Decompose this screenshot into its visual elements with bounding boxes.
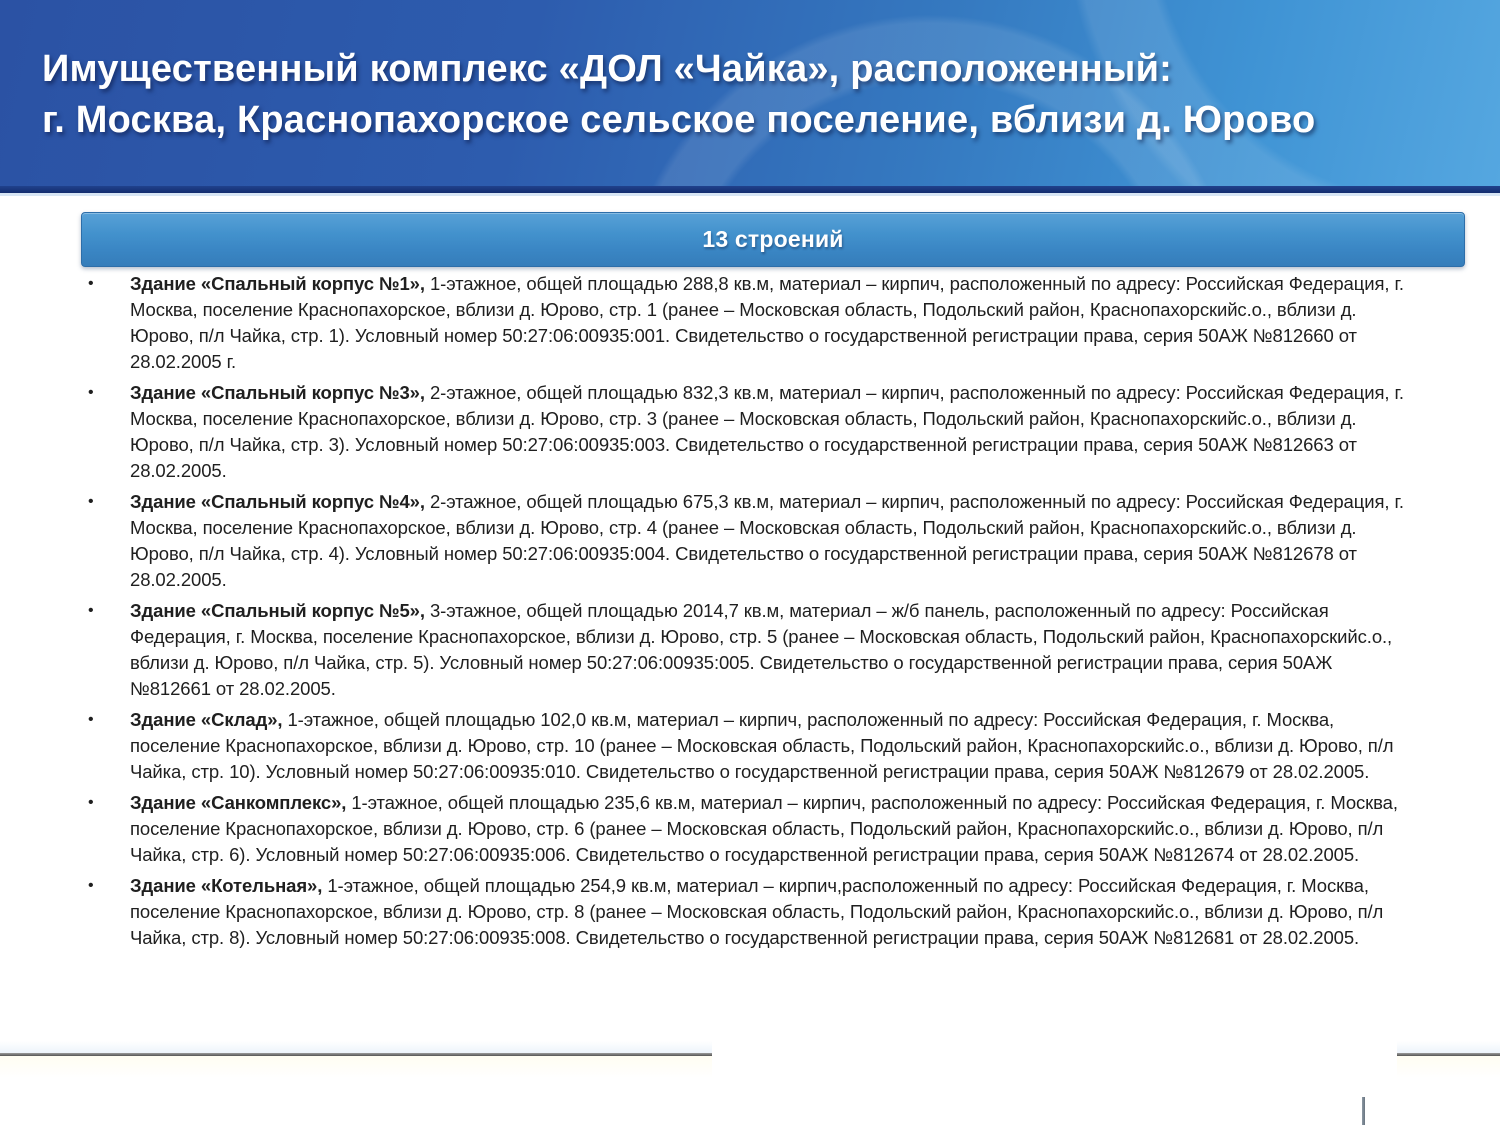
bullet-icon: • — [88, 384, 94, 401]
list-item — [60, 489, 1416, 593]
buildings-list — [60, 271, 1416, 956]
building-entry — [130, 273, 1404, 372]
bullet-icon: • — [88, 493, 94, 510]
building-entry — [130, 600, 1392, 699]
building-entry — [130, 792, 1398, 865]
building-name: Здание «Котельная», — [130, 875, 323, 896]
list-item — [60, 271, 1416, 375]
list-item — [60, 707, 1416, 785]
building-name: Здание «Спальный корпус №5», — [130, 600, 425, 621]
slide-header — [0, 0, 1500, 186]
building-details: 1-этажное, общей площадью 254,9 кв.м, материал – кирпич,расположенный по адресу: Российская Федерация, г. Москва, поселение Краснопахорское, вблизи д. Юрово, стр. 8 (ранее – Московская область, Подольский район, Краснопахорскийс.о., вблизи д. Юрово, п/л Чайка, стр. 8). Условный номер 50:27:06:00935:008. Свидетельство о государственной регистрации права, серия 50АЖ №812681 от 28.02.2005. — [130, 875, 1384, 948]
footer-overlay — [712, 1036, 1397, 1125]
list-item — [60, 598, 1416, 702]
list-item — [60, 873, 1416, 951]
bullet-icon: • — [88, 275, 94, 292]
buildings-count-label: 13 строений — [702, 226, 844, 252]
list-item — [60, 790, 1416, 868]
building-details: 1-этажное, общей площадью 288,8 кв.м, материал – кирпич, расположенный по адресу: Российская Федерация, г. Москва, поселение Краснопахорское, вблизи д. Юрово, стр. 1 (ранее – Московская область, Подольский район, Краснопахорскийс.о., вблизи д. Юрово, п/л Чайка, стр. 1). Условный номер 50:27:06:00935:001. Свидетельство о государственной регистрации права, серия 50АЖ №812660 от 28.02.2005 г. — [130, 273, 1404, 372]
building-entry — [130, 382, 1404, 481]
building-details: 2-этажное, общей площадью 675,3 кв.м, материал – кирпич, расположенный по адресу: Российская Федерация, г. Москва, поселение Краснопахорское, вблизи д. Юрово, стр. 4 (ранее – Московская область, Подольский район, Краснопахорскийс.о., вблизи д. Юрово, п/л Чайка, стр. 4). Условный номер 50:27:06:00935:004. Свидетельство о государственной регистрации права, серия 50АЖ №812678 от 28.02.2005. — [130, 491, 1404, 590]
list-item — [60, 380, 1416, 484]
bullet-icon: • — [88, 711, 94, 728]
building-entry — [130, 709, 1393, 782]
page-number-divider — [1362, 1097, 1365, 1125]
bullet-icon: • — [88, 794, 94, 811]
building-details: 2-этажное, общей площадью 832,3 кв.м, материал – кирпич, расположенный по адресу: Российская Федерация, г. Москва, поселение Краснопахорское, вблизи д. Юрово, стр. 3 (ранее – Московская область, Подольский район, Краснопахорскийс.о., вблизи д. Юрово, п/л Чайка, стр. 3). Условный номер 50:27:06:00935:003. Свидетельство о государственной регистрации права, серия 50АЖ №812663 от 28.02.2005. — [130, 382, 1404, 481]
building-name: Здание «Спальный корпус №3», — [130, 382, 425, 403]
building-name: Здание «Склад», — [130, 709, 283, 730]
bullet-icon: • — [88, 877, 94, 894]
header-divider-navy — [0, 186, 1500, 193]
building-name: Здание «Санкомплекс», — [130, 792, 347, 813]
building-entry — [130, 875, 1383, 948]
bullet-icon: • — [88, 602, 94, 619]
header-divider-light — [0, 193, 1500, 196]
page-title-line2: г. Москва, Краснопахорское сельское поселение, вблизи д. Юрово — [42, 99, 1316, 141]
building-details: 3-этажное, общей площадью 2014,7 кв.м, материал – ж/б панель, расположенный по адресу: Российская Федерация, г. Москва, поселение Краснопахорское, вблизи д. Юрово, стр. 5 (ранее – Московская область, Подольский район, Краснопахорскийс.о., вблизи д. Юрово, п/л Чайка, стр. 5). Условный номер 50:27:06:00935:005. Свидетельство о государственной регистрации права, серия 50АЖ №812661 от 28.02.2005. — [130, 600, 1393, 699]
buildings-count-banner — [81, 212, 1465, 267]
building-name: Здание «Спальный корпус №1», — [130, 273, 425, 294]
building-details: 1-этажное, общей площадью 235,6 кв.м, материал – кирпич, расположенный по адресу: Российская Федерация, г. Москва, поселение Краснопахорское, вблизи д. Юрово, стр. 6 (ранее – Московская область, Подольский район, Краснопахорскийс.о., вблизи д. Юрово, п/л Чайка, стр. 6). Условный номер 50:27:06:00935:006. Свидетельство о государственной регистрации права, серия 50АЖ №812674 от 28.02.2005. — [130, 792, 1398, 865]
building-details: 1-этажное, общей площадью 102,0 кв.м, материал – кирпич, расположенный по адресу: Российская Федерация, г. Москва, поселение Краснопахорское, вблизи д. Юрово, стр. 10 (ранее – Московская область, Подольский район, Краснопахорскийс.о., вблизи д. Юрово, п/л Чайка, стр. 10). Условный номер 50:27:06:00935:010. Свидетельство о государственной регистрации права, серия 50АЖ №812679 от 28.02.2005. — [130, 709, 1394, 782]
building-entry — [130, 491, 1404, 590]
page-title-line1: Имущественный комплекс «ДОЛ «Чайка», расположенный: — [42, 48, 1172, 90]
building-name: Здание «Спальный корпус №4», — [130, 491, 425, 512]
page-title — [42, 44, 1462, 146]
